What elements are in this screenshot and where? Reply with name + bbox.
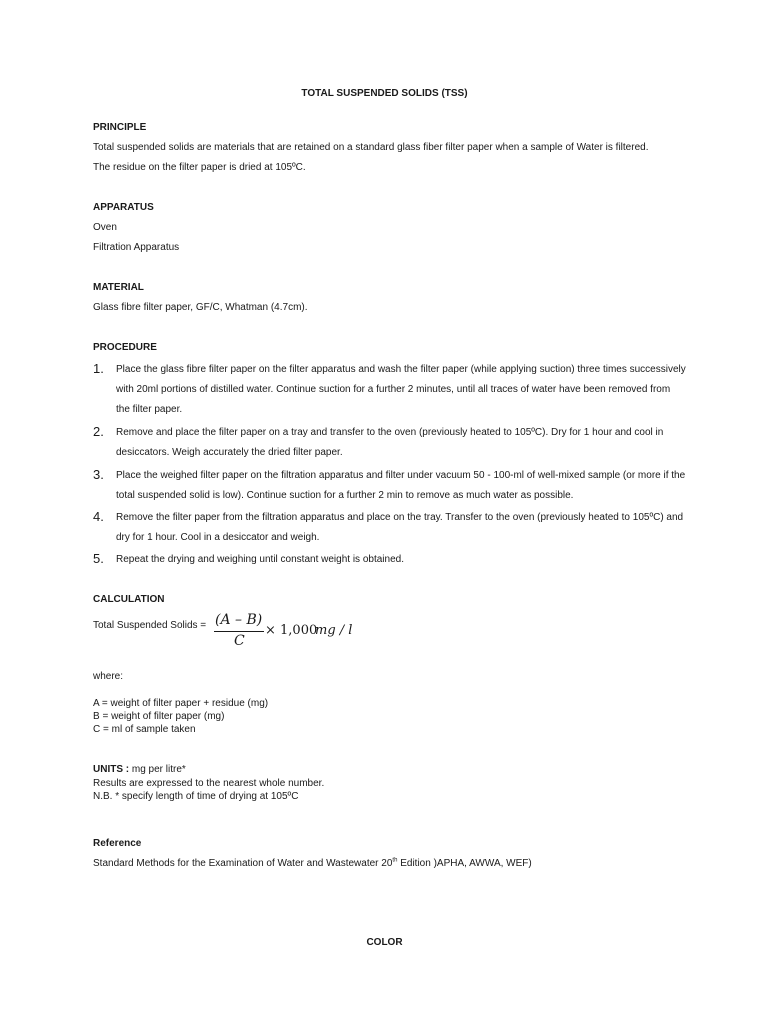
units-line xyxy=(93,764,186,776)
procedure-step-text: Remove the filter paper from the filtration apparatus and place on the tray. Transfer to the oven (previously heated to 105ºC) and dry for 1 hour. Cool in a desiccator and weigh. xyxy=(116,512,684,543)
reference-text-end: Edition )APHA, AWWA, WEF) xyxy=(397,858,532,869)
document-title: TOTAL SUSPENDED SOLIDS (TSS) xyxy=(301,88,468,99)
apparatus-heading: APPARATUS xyxy=(93,202,154,213)
fraction-bar xyxy=(214,631,264,632)
units-heading: UNITS : xyxy=(93,764,130,775)
procedure-step-text: Remove and place the filter paper on a tray and transfer to the oven (previously heated to 105ºC). Dry for 1 hour and cool in desiccators. Weigh accurately the dried filter paper. xyxy=(116,427,664,458)
reference-superscript: th xyxy=(392,857,398,864)
variable-definition: B = weight of filter paper (mg) xyxy=(93,711,225,722)
procedure-step-number: 4. xyxy=(93,509,104,524)
procedure-heading: PROCEDURE xyxy=(93,342,157,353)
variable-definition: A = weight of filter paper + residue (mg) xyxy=(93,698,269,709)
where-label: where: xyxy=(93,671,124,682)
principle-text-line-1: Total suspended solids are materials that are retained on a standard glass fiber filter paper when a sample of Water is filtered. xyxy=(93,142,649,153)
calculation-heading: CALCULATION xyxy=(93,594,165,605)
procedure-step-number: 3. xyxy=(93,467,104,482)
reference-heading: Reference xyxy=(93,838,142,849)
principle-text-line-2: The residue on the filter paper is dried at 105ºC. xyxy=(93,162,306,173)
reference-text-start: Standard Methods for the Examination of Water and Wastewater 20 xyxy=(93,858,393,869)
variable-definition: C = ml of sample taken xyxy=(93,724,196,735)
formula-numerator: (A – B) xyxy=(215,612,263,628)
formula-label: Total Suspended Solids = xyxy=(93,620,207,631)
units-note-line-2: N.B. * specify length of time of drying at 105ºC xyxy=(93,791,299,802)
apparatus-item: Oven xyxy=(93,222,117,233)
reference-text xyxy=(93,858,532,870)
units-note-line-1: Results are expressed to the nearest whole number. xyxy=(93,778,325,789)
units-value: mg per litre* xyxy=(129,764,186,775)
next-section-title: COLOR xyxy=(366,937,403,948)
formula-denominator: C xyxy=(234,633,245,649)
apparatus-item: Filtration Apparatus xyxy=(93,242,180,253)
material-heading: MATERIAL xyxy=(93,282,144,293)
procedure-step-number: 1. xyxy=(93,361,104,376)
material-text: Glass fibre filter paper, GF/C, Whatman (4.7cm). xyxy=(93,302,308,313)
principle-heading: PRINCIPLE xyxy=(93,122,147,133)
formula-multiplier: × 1,000 xyxy=(265,623,318,638)
procedure-step-text: Place the weighed filter paper on the filtration apparatus and filter under vacuum 50 - 100-ml of well-mixed sample (or more if the total suspended solid is low). Continue suction for a further 2 min to remove as much water as possible. xyxy=(116,470,686,501)
procedure-step-number: 2. xyxy=(93,424,104,439)
procedure-step-text: Repeat the drying and weighing until constant weight is obtained. xyxy=(116,554,404,565)
formula-unit: mg / l xyxy=(315,623,353,638)
procedure-step-text: Place the glass fibre filter paper on the filter apparatus and wash the filter paper (while applying suction) three times successively with 20ml portions of distilled water. Continue suction for a further 2 minutes, until all traces of water have been removed from the filter paper. xyxy=(116,364,686,415)
procedure-step-number: 5. xyxy=(93,551,104,566)
